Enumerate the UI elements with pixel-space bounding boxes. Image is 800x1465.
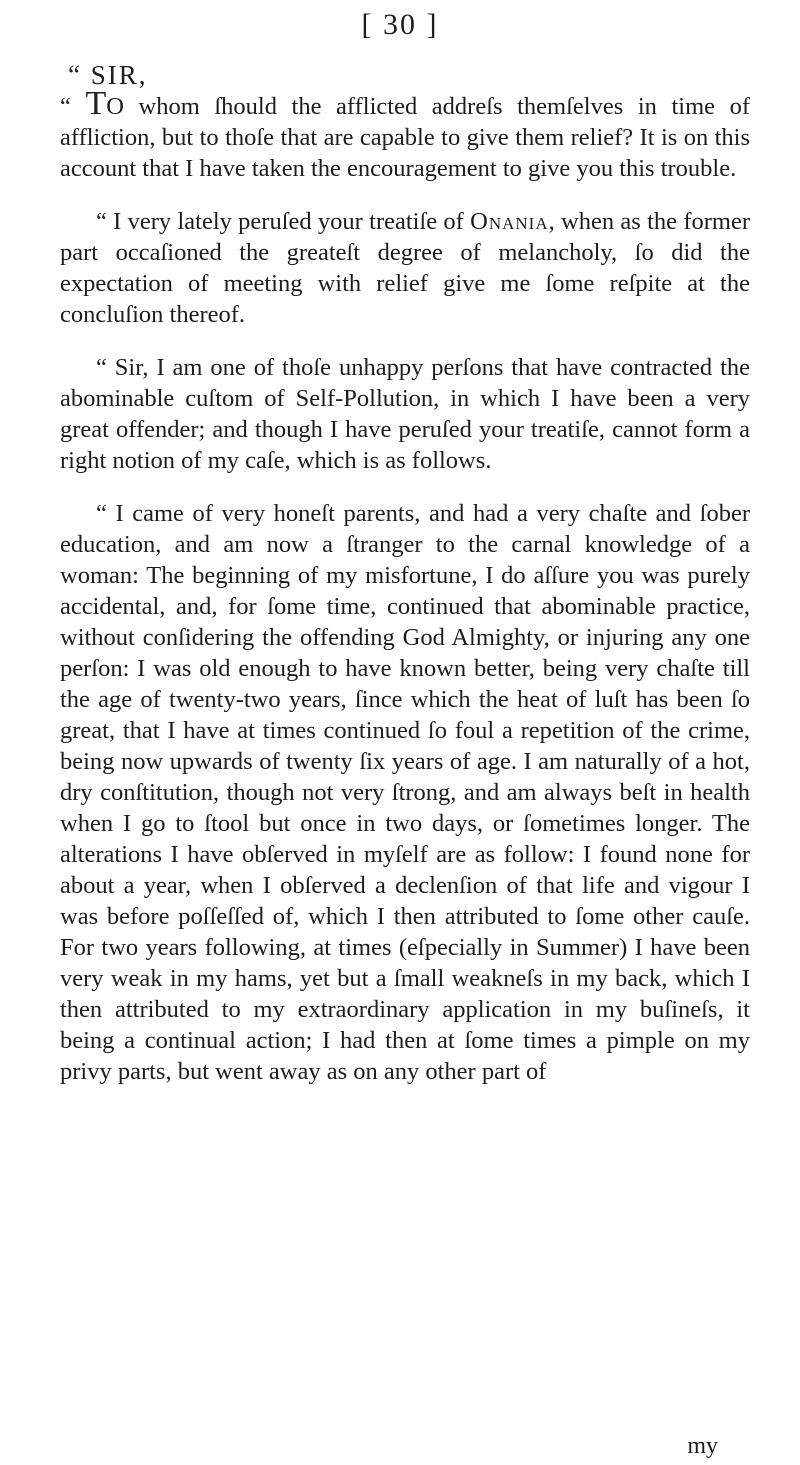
paragraph-2	[60, 206, 750, 330]
paragraph-2-text-after: , when as the former part occaſioned the greateſt degree of melancholy, ſo did the expectation of meeting with relief give me ſome reſpite at the concluſion thereof.	[60, 208, 750, 328]
treatise-title: Onania	[470, 208, 549, 235]
drop-cap: T	[85, 85, 107, 122]
catchword: my	[687, 1433, 718, 1459]
salutation: “ SIR,	[68, 60, 148, 90]
paragraph-1	[60, 85, 750, 184]
paragraph-3: “ Sir, I am one of thoſe unhappy perſons that have contracted the abominable cuſtom of Self-Pollution, in which I have been a very great offender; and though I have peruſed your treatiſe, cannot form a right notion of my caſe, which is as follows.	[60, 354, 750, 474]
paragraph-2-text-before: “ I very lately peruſed your treatiſe of	[96, 208, 471, 235]
paragraph-1-text: O whom ſhould the afflicted addreſs themſelves in time of affliction, but to thoſe that are capable to give them relief? It is on this account that I have taken the encouragement to give you this trouble.	[60, 93, 750, 182]
opening-quote: “	[60, 93, 86, 120]
paragraph-4: “ I came of very honeſt parents, and had a very chaſte and ſober education, and am now a ſtranger to the carnal knowledge of a woman: The beginning of my misfortune, I do aſſure you was purely accidental, and, for ſome time, continued that abominable practice, without conſidering the offending God Almighty, or injuring any one perſon: I was old enough to have known better, being very chaſte till the age of twenty-two years, ſince which the heat of luſt has been ſo great, that I have at times continued ſo foul a repetition of the crime, being now upwards of twenty ſix years of age. I am naturally of a hot, dry conſtitution, though not very ſtrong, and am always beſt in health when I go to ſtool but once in two days, or ſometimes longer. The alterations I have obſerved in myſelf are as follow: I found none for about a year, when I obſerved a declenſion of that life and vigour I was before poſſeſſed of, which I then attributed to ſome other cauſe. For two years following, at times (eſpecially in Summer) I have been very weak in my hams, yet but a ſmall weakneſs in my back, which I then attributed to my extraordinary application in my buſineſs, it being a continual action; I had then at ſome times a pimple on my privy parts, but went away as on any other part of	[60, 500, 750, 1085]
letter-body	[60, 60, 750, 1109]
page-number: [ 30 ]	[361, 8, 439, 41]
